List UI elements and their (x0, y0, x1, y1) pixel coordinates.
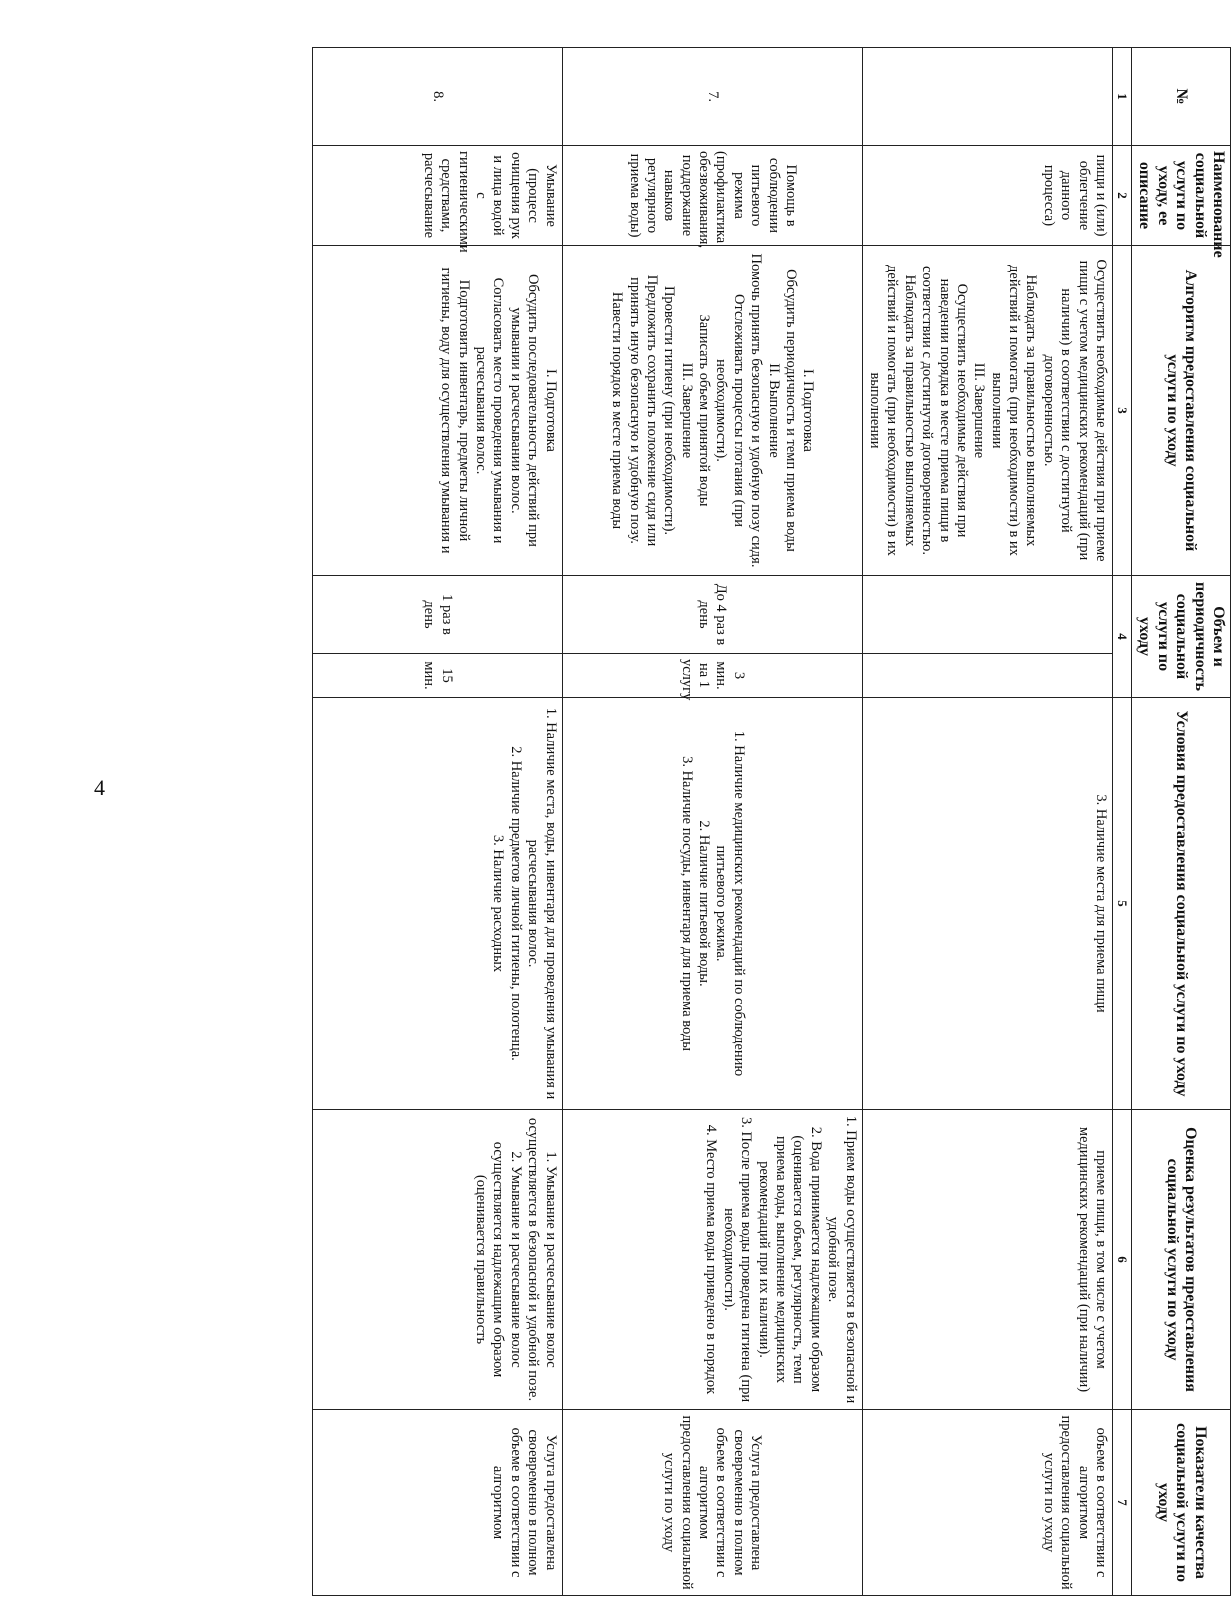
row-number: 8. (313, 48, 563, 146)
header-volume-periodicity: Объем и периодичность социальной услуги по уходу (1132, 576, 1231, 698)
column-number: 3 (1113, 246, 1132, 576)
table-row (562, 48, 862, 1596)
column-number: 7 (1113, 1410, 1132, 1596)
service-name: Помощь в соблюдении питьевого режима (профилактика обезвоживания, поддержание навыков регулярного приема воды) (562, 146, 862, 246)
service-volume (862, 654, 1112, 698)
header-service-name: Наименование социальной услуги по уходу, ее описание (1132, 146, 1231, 246)
row-number (862, 48, 1112, 146)
service-conditions: 1. Наличие места, воды, инвентаря для проведения умывания и расчесывания волос. 2. Наличие предметов личной гигиены, полотенца. 3. Наличие расходных (313, 698, 563, 1110)
service-conditions: 1. Наличие медицинских рекомендаций по соблюдению питьевого режима. 2. Наличие питьевой воды. 3. Наличие посуды, инвентаря для приема воды (562, 698, 862, 1110)
service-quality: Услуга предоставлена своевременно в полном объеме в соответствии с алгоритмом предоставления социальной услуги по уходу (562, 1410, 862, 1596)
header-number: № (1132, 48, 1231, 146)
rotated-table-frame (148, 47, 1231, 1590)
service-name: пищи и (или) облегчение данного процесса) (862, 146, 1112, 246)
service-algorithm: I. Подготовка Обсудить периодичность и темп приема воды II. Выполнение Помочь принять безопасную и удобную позу сидя. Отслеживать процессы глотания (при необходимости). Записать объем принятой воды III. Завершение Провести гигиену (при необходимости). Предложить сохранить положение сидя или принять иную безопасную и удобную позу. Навести порядок в месте приема воды (562, 246, 862, 576)
page-number: 4 (94, 775, 105, 800)
table-row (862, 48, 1112, 1596)
column-number: 2 (1113, 146, 1132, 246)
service-name: Умывание (процесс очищения рук и лица водой с гигиеническими средствами, расчесывание (313, 146, 563, 246)
service-periodicity: До 4 раз в день (562, 576, 862, 654)
column-number: 1 (1113, 48, 1132, 146)
column-number: 6 (1113, 1110, 1132, 1410)
service-quality: Услуга предоставлена своевременно в полном объеме в соответствии с алгоритмом (313, 1410, 563, 1596)
column-number: 5 (1113, 698, 1132, 1110)
row-number: 7. (562, 48, 862, 146)
table-row (313, 48, 563, 1596)
service-results: 1. Умывание и расчесывание волос осуществляется в безопасной и удобной позе. 2. Умывание и расчесывание волос осуществляется надлежащим образом (оценивается правильность (313, 1110, 563, 1410)
header-quality: Показатели качества социальной услуги по уходу (1132, 1410, 1231, 1596)
service-periodicity (862, 576, 1112, 654)
service-quality: объеме в соответствии с алгоритмом предоставления социальной услуги по уходу (862, 1410, 1112, 1596)
column-number-row (1113, 48, 1132, 1596)
header-conditions: Условия предоставления социальной услуги по уходу (1132, 698, 1231, 1110)
service-volume: 3 мин. на 1 услугу (562, 654, 862, 698)
column-number: 4 (1113, 576, 1132, 698)
service-results: приеме пищи, в том числе с учетом медицинских рекомендаций (при наличии) (862, 1110, 1112, 1410)
header-algorithm: Алгоритм предоставления социальной услуги по уходу (1132, 246, 1231, 576)
service-conditions: 3. Наличие места для приема пищи (862, 698, 1112, 1110)
header-results: Оценка результатов предоставления социальной услуги по уходу (1132, 1110, 1231, 1410)
table-header-row (1132, 48, 1231, 1596)
social-care-services-table (312, 47, 1231, 1596)
service-results: 1. Прием воды осуществляется в безопасной и удобной позе. 2. Вода принимается надлежащим образом (оценивается объем, регулярность, темп приема воды, выполнение медицинских рекомендаций при их наличии). 3. После приема воды проведена гигиена (при необходимости). 4. Место приема воды приведено в порядок (562, 1110, 862, 1410)
service-periodicity: 1 раз в день (313, 576, 563, 654)
service-volume: 15 мин. (313, 654, 563, 698)
service-algorithm: Осуществить необходимые действия при приеме пищи с учетом медицинских рекомендаций (при наличии) в соответствии с достигнутой договоренностью. Наблюдать за правильностью выполняемых действий и помогать (при необходимости) в их выполнении III. Завершение Осуществить необходимые действия при наведении порядка в месте приема пищи в соответствии с достигнутой договоренностью. Наблюдать за правильностью выполняемых действий и помогать (при необходимости) в их выполнении (862, 246, 1112, 576)
rotated-page-content (312, 47, 1231, 1595)
service-algorithm: I. Подготовка Обсудить последовательность действий при умывании и расчесывании волос. Согласовать место проведения умывания и расчесывания волос. Подготовить инвентарь, предметы личной гигиены, воду для осуществления умывания и (313, 246, 563, 576)
